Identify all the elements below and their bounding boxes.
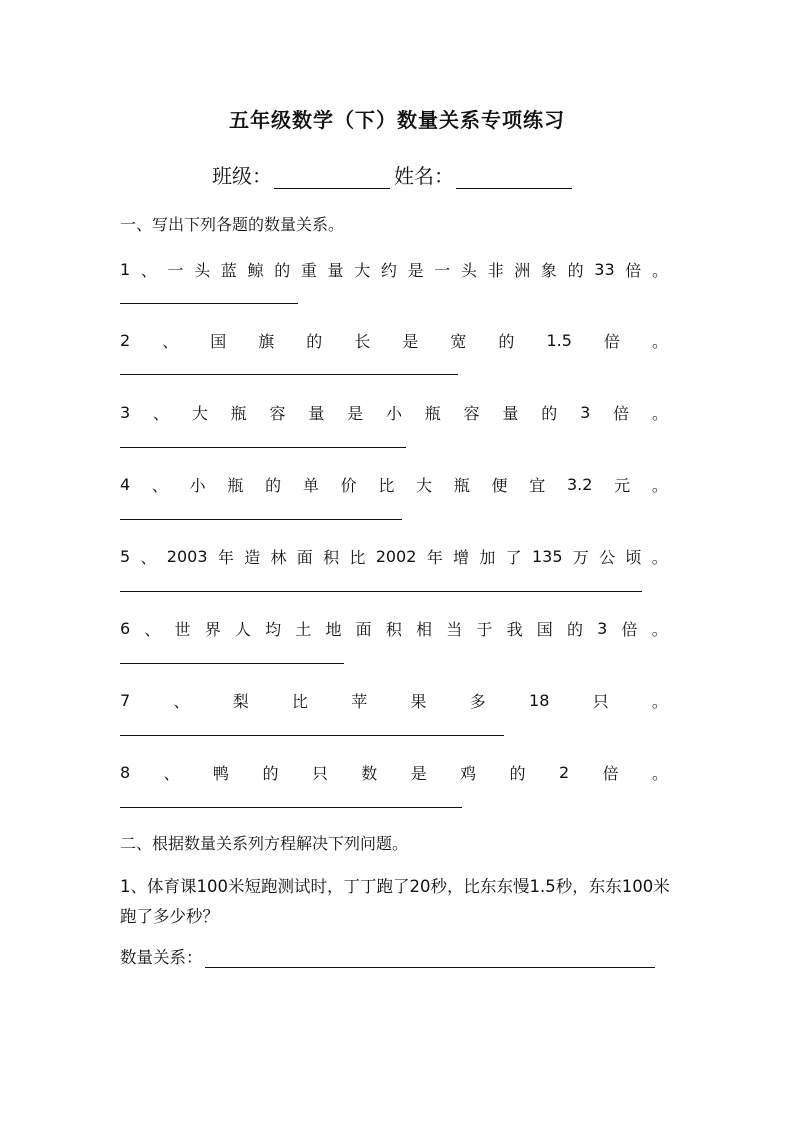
question-4-token: 瓶 bbox=[453, 476, 470, 495]
question-6 bbox=[120, 617, 668, 640]
question-1-token: 一 bbox=[167, 261, 184, 280]
question-1-token: 象 bbox=[540, 261, 557, 280]
question-4-token: 便 bbox=[491, 476, 508, 495]
question-4-token: 4 bbox=[120, 475, 131, 494]
question-8-token: 鸭 bbox=[213, 764, 230, 783]
question-6-token: 倍 bbox=[621, 620, 638, 639]
question-1-token: 鲸 bbox=[247, 261, 264, 280]
question-5-token: 了 bbox=[505, 548, 522, 567]
question-4-token: 大 bbox=[416, 476, 433, 495]
question-2-token: 2 bbox=[120, 331, 131, 350]
question-2-token: 长 bbox=[354, 332, 371, 351]
question-8-token: 8 bbox=[120, 763, 131, 782]
question-1-token: 蓝 bbox=[220, 261, 237, 280]
question-7-token: 18 bbox=[529, 691, 550, 710]
question-1-token: 头 bbox=[460, 261, 477, 280]
question-4-token: 小 bbox=[189, 476, 206, 495]
question-6-token: 人 bbox=[234, 620, 251, 639]
question-3-token: 是 bbox=[347, 404, 364, 423]
question-1-token: 33 bbox=[594, 260, 615, 279]
question-6-token: 均 bbox=[265, 620, 282, 639]
question-2-token: 倍 bbox=[603, 332, 620, 351]
question-5-token: 。 bbox=[651, 548, 668, 567]
relation-blank[interactable] bbox=[205, 947, 655, 968]
question-3-token: 倍 bbox=[613, 404, 630, 423]
student-info-line bbox=[212, 160, 576, 189]
question-1-token: 洲 bbox=[514, 261, 531, 280]
question-7-token: 、 bbox=[173, 692, 190, 711]
question-7-token: 只 bbox=[592, 692, 609, 711]
question-3-token: 3 bbox=[580, 403, 591, 422]
question-3-token: 。 bbox=[651, 404, 668, 423]
question-7-token: 果 bbox=[410, 692, 427, 711]
question-3-token: 大 bbox=[191, 404, 208, 423]
question-5-token: 林 bbox=[270, 548, 287, 567]
question-6-token: 积 bbox=[385, 620, 402, 639]
question-4-token: 瓶 bbox=[227, 476, 244, 495]
question-1-token: 约 bbox=[380, 261, 397, 280]
question-1-token: 、 bbox=[140, 261, 157, 280]
question-3-token: 的 bbox=[541, 404, 558, 423]
question-4 bbox=[120, 473, 668, 496]
question-8-token: 只 bbox=[311, 764, 328, 783]
question-1-token: 是 bbox=[407, 261, 424, 280]
question-3-token: 容 bbox=[269, 404, 286, 423]
question-4-token: 单 bbox=[302, 476, 319, 495]
question-4-token: 的 bbox=[265, 476, 282, 495]
question-6-token: 世 bbox=[174, 620, 191, 639]
question-5-token: 造 bbox=[244, 548, 261, 567]
question-6-token: 界 bbox=[204, 620, 221, 639]
question-7-token: 。 bbox=[651, 692, 668, 711]
question-3-token: 量 bbox=[502, 404, 519, 423]
question-8-token: 2 bbox=[558, 763, 570, 782]
question-2 bbox=[120, 329, 668, 352]
section-1-heading: 一、写出下列各题的数量关系。 bbox=[120, 215, 345, 234]
answer-line-6[interactable] bbox=[120, 663, 344, 664]
question-5-token: 135 bbox=[531, 547, 563, 566]
name-blank[interactable] bbox=[456, 166, 572, 189]
answer-line-2[interactable] bbox=[120, 374, 458, 375]
question-2-token: 、 bbox=[162, 332, 179, 351]
question-3-token: 小 bbox=[385, 404, 402, 423]
question-3-token: 瓶 bbox=[230, 404, 247, 423]
class-blank[interactable] bbox=[274, 166, 390, 189]
question-6-token: 、 bbox=[144, 620, 161, 639]
question-6-token: 当 bbox=[446, 620, 463, 639]
question-5-token: 积 bbox=[323, 548, 340, 567]
section-2-heading: 二、根据数量关系列方程解决下列问题。 bbox=[120, 834, 409, 853]
question-5-token: 、 bbox=[140, 548, 157, 567]
question-5-token: 增 bbox=[453, 548, 470, 567]
question-1-token: 1 bbox=[120, 260, 131, 279]
question-1-token: 重 bbox=[300, 261, 317, 280]
question-3-token: 3 bbox=[120, 403, 131, 422]
question-1-token: 非 bbox=[487, 261, 504, 280]
question-5-token: 2003 bbox=[166, 547, 208, 566]
question-8-token: 、 bbox=[163, 764, 180, 783]
question-6-token: 6 bbox=[120, 619, 131, 638]
question-6-token: 国 bbox=[536, 620, 553, 639]
question-3-token: 瓶 bbox=[424, 404, 441, 423]
class-label: 班级： bbox=[212, 164, 272, 188]
question-6-token: 的 bbox=[566, 620, 583, 639]
question-8-token: 的 bbox=[262, 764, 279, 783]
relation-line bbox=[120, 944, 655, 968]
question-5 bbox=[120, 545, 668, 568]
answer-line-8[interactable] bbox=[120, 807, 462, 808]
question-5-token: 年 bbox=[217, 548, 234, 567]
question-4-token: 价 bbox=[340, 476, 357, 495]
question-7-token: 苹 bbox=[351, 692, 368, 711]
question-5-token: 比 bbox=[349, 548, 366, 567]
question-8-token: 数 bbox=[361, 764, 378, 783]
question-8-token: 鸡 bbox=[460, 764, 477, 783]
question-1-token: 量 bbox=[327, 261, 344, 280]
question-6-token: 。 bbox=[651, 620, 668, 639]
question-4-token: 3.2 bbox=[566, 475, 593, 494]
question-6-token: 于 bbox=[476, 620, 493, 639]
question-6-token: 地 bbox=[325, 620, 342, 639]
page-title: 五年级数学（下）数量关系专项练习 bbox=[229, 108, 565, 132]
question-2-token: 。 bbox=[651, 332, 668, 351]
question-8 bbox=[120, 761, 668, 784]
relation-label: 数量关系： bbox=[120, 948, 203, 967]
question-8-token: 。 bbox=[651, 764, 668, 783]
question-3-token: 量 bbox=[308, 404, 325, 423]
question-5-token: 年 bbox=[426, 548, 443, 567]
question-2-token: 1.5 bbox=[546, 331, 572, 350]
question-1-token: 倍 bbox=[625, 261, 642, 280]
problem-1-text: 1、体育课100米短跑测试时，丁丁跑了20秒，比东东慢1.5秒，东东100米跑了多少秒？ bbox=[120, 877, 670, 926]
question-4-token: 、 bbox=[151, 476, 168, 495]
answer-line-5[interactable] bbox=[120, 591, 642, 592]
question-8-token: 的 bbox=[509, 764, 526, 783]
question-1-token: 的 bbox=[274, 261, 291, 280]
question-5-token: 加 bbox=[479, 548, 496, 567]
question-5-token: 顷 bbox=[625, 548, 642, 567]
question-6-token: 3 bbox=[597, 619, 608, 638]
question-2-token: 旗 bbox=[258, 332, 275, 351]
answer-line-1[interactable] bbox=[120, 303, 298, 304]
question-7 bbox=[120, 689, 668, 712]
question-3-token: 、 bbox=[153, 404, 170, 423]
question-6-token: 我 bbox=[506, 620, 523, 639]
question-5-token: 5 bbox=[120, 547, 131, 566]
question-5-token: 万 bbox=[572, 548, 589, 567]
name-label: 姓名： bbox=[394, 164, 454, 188]
question-1-token: 的 bbox=[567, 261, 584, 280]
question-5-token: 面 bbox=[296, 548, 313, 567]
question-1-token: 头 bbox=[194, 261, 211, 280]
question-1-token: 。 bbox=[651, 261, 668, 280]
question-4-token: 元 bbox=[614, 476, 631, 495]
question-6-token: 相 bbox=[416, 620, 433, 639]
question-1-token: 大 bbox=[354, 261, 371, 280]
question-6-token: 土 bbox=[295, 620, 312, 639]
question-5-token: 2002 bbox=[375, 547, 417, 566]
question-8-token: 是 bbox=[410, 764, 427, 783]
question-1-token: 一 bbox=[434, 261, 451, 280]
question-7-token: 7 bbox=[120, 691, 131, 710]
question-2-token: 宽 bbox=[450, 332, 467, 351]
question-6-token: 面 bbox=[355, 620, 372, 639]
question-7-token: 梨 bbox=[232, 692, 249, 711]
question-4-token: 比 bbox=[378, 476, 395, 495]
question-4-token: 宜 bbox=[529, 476, 546, 495]
question-2-token: 的 bbox=[498, 332, 515, 351]
question-1 bbox=[120, 258, 668, 281]
answer-line-7[interactable] bbox=[120, 735, 504, 736]
answer-line-3[interactable] bbox=[120, 447, 406, 448]
question-3 bbox=[120, 401, 668, 424]
question-7-token: 比 bbox=[291, 692, 308, 711]
question-2-token: 的 bbox=[306, 332, 323, 351]
question-5-token: 公 bbox=[599, 548, 616, 567]
question-3-token: 容 bbox=[463, 404, 480, 423]
question-2-token: 是 bbox=[402, 332, 419, 351]
question-4-token: 。 bbox=[651, 476, 668, 495]
question-8-token: 倍 bbox=[602, 764, 619, 783]
question-2-token: 国 bbox=[210, 332, 227, 351]
answer-line-4[interactable] bbox=[120, 519, 402, 520]
question-7-token: 多 bbox=[469, 692, 486, 711]
